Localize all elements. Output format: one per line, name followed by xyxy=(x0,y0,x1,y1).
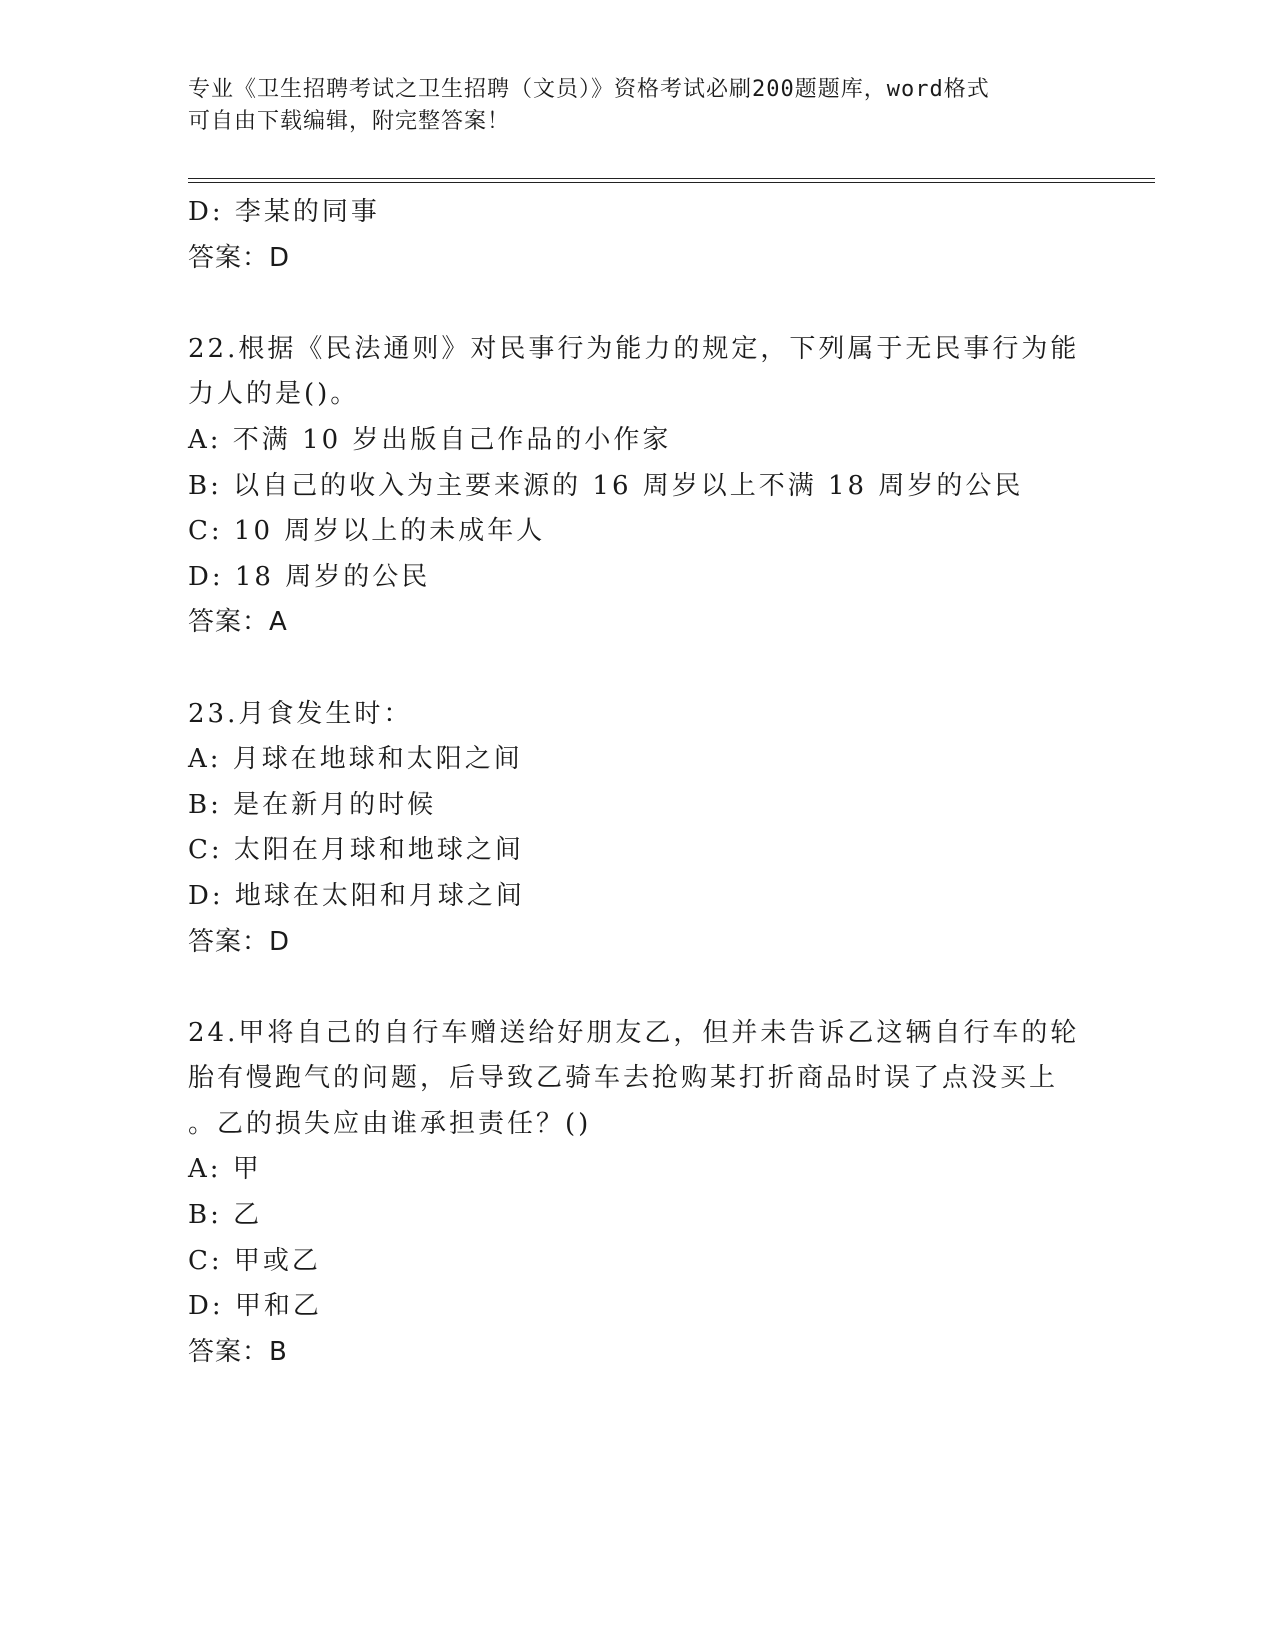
question-21-tail xyxy=(188,190,1088,281)
spacer xyxy=(188,646,1088,692)
option-c: C: 10 周岁以上的未成年人 xyxy=(188,516,546,547)
header-divider xyxy=(188,178,1155,183)
option-b: B: 以自己的收入为主要来源的 16 周岁以上不满 18 周岁的公民 xyxy=(188,470,1024,501)
option-a: A: 甲 xyxy=(188,1154,262,1185)
spacer xyxy=(188,965,1088,1011)
option-b: B: 是在新月的时候 xyxy=(188,789,437,820)
answer-line: 答案：A xyxy=(188,607,288,638)
option-c: C: 太阳在月球和地球之间 xyxy=(188,835,524,866)
answer-line: 答案：D xyxy=(188,926,291,957)
question-stem: 。乙的损失应由谁承担责任？() xyxy=(188,1108,592,1139)
question-stem: 力人的是()。 xyxy=(188,379,360,410)
question-stem: 胎有慢跑气的问题，后导致乙骑车去抢购某打折商品时误了点没买上 xyxy=(188,1063,1059,1094)
question-22 xyxy=(188,327,1088,646)
option-a: A: 不满 10 岁出版自己作品的小作家 xyxy=(188,424,672,455)
option-d: D: 18 周岁的公民 xyxy=(188,561,431,592)
header-title-line-2: 可自由下载编辑，附完整答案！ xyxy=(188,109,511,134)
question-23 xyxy=(188,692,1088,966)
answer-line: 答案：B xyxy=(188,1336,288,1367)
question-24 xyxy=(188,1011,1088,1376)
option-a: A: 月球在地球和太阳之间 xyxy=(188,744,523,775)
page-header xyxy=(188,74,1088,138)
question-stem: 24.甲将自己的自行车赠送给好朋友乙，但并未告诉乙这辆自行车的轮 xyxy=(188,1017,1080,1048)
option-d: D: 地球在太阳和月球之间 xyxy=(188,880,525,911)
header-title-line-1: 专业《卫生招聘考试之卫生招聘（文员）》资格考试必刷200题题库，word格式 xyxy=(188,77,990,102)
question-stem: 23.月食发生时： xyxy=(188,698,413,729)
question-stem: 22.根据《民法通则》对民事行为能力的规定，下列属于无民事行为能 xyxy=(188,333,1080,364)
option-c: C: 甲或乙 xyxy=(188,1245,321,1276)
question-list xyxy=(188,190,1088,1375)
option-d: D: 甲和乙 xyxy=(188,1291,322,1322)
answer-line: 答案：D xyxy=(188,242,291,273)
option-d: D: 李某的同事 xyxy=(188,197,380,227)
spacer xyxy=(188,281,1088,327)
option-b: B: 乙 xyxy=(188,1200,263,1231)
